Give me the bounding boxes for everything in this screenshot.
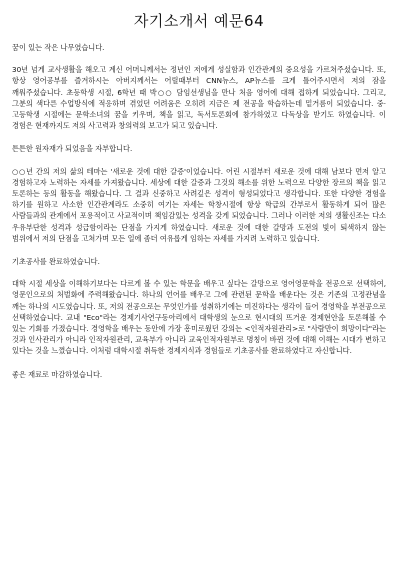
body-paragraph-2: ○○년 간의 저의 삶의 테마는 '새로운 것에 대한 갈증'이었습니다. 어린 시절부터 새로운 것에 대해 남보다 먼저 알고 경험하고자 노력하는 자세를 가져왔습니다. 세상에 대한 갈증과 그것의 해소를 위한 노력으로 다양한 장르의 책을 읽고 토론하는 등의 활동을 해왔습니다. 그 결과 신중하고 사려깊은 성격이 형성되었다고 생각합니다. 또한 다양한 경험을 하기를 원하고 사소한 인간관계라도 소중히 여기는 자세는 학창시절에 항상 학급의 간부로서 활동하게 되어 많은 사람들과의 관계에서 포용적이고 사교적이며 책임감있는 성격을 갖게 되었습니다. 그러나 이러한 저의 생활신조는 다소 우유부단한 성격과 성급함이라는 단점을 가지게 하였습니다. 새로운 것에 대한 갈망과 도전의 빛이 퇴색하지 않는 범위에서 저의 단점을 고쳐가며 모든 일에 좀더 여유롭게 임하는 자세를 가지려 노력하고 있습니다. bbox=[12, 166, 386, 243]
document-title: 자기소개서 예문64 bbox=[133, 12, 265, 30]
section-heading-3: 기초공사를 완료하였습니다. bbox=[12, 257, 100, 267]
section-heading-2: 튼튼한 원자재가 되었음을 자부합니다. bbox=[12, 144, 133, 154]
body-paragraph-3: 대학 시절 세상을 이해하기보다는 다르게 볼 수 있는 학문을 배우고 싶다는 갈망으로 영어영문학을 전공으로 선택하여, 영문인으로의 처벌화에 주력해왔습니다. 하나의 언어를 배우고 그에 관련된 문학을 배운다는 것은 기존의 고정관념을 깨는 하나의 시도였습니다. 또, 저의 전공으로는 무엇인가를 성취하기에는 미진하다는 생각이 들어 경영학을 부전공으로 선택하였습니다. 교내 "Eco"라는 경제기사연구동아리에서 대학생의 눈으로 현시대의 뜨거운 경제현안을 토론해볼 수 있는 기회를 가졌습니다. 경영학을 배우는 동안에 가장 흥미로웠던 강의는 <인적자원관리>로 "사람만이 희망이다"라는 것과 인사관리가 아니라 인적자원관리, 교육부가 아니라 교육인적자원부로 명칭이 바뀐 것에 대해 이해는 시대가 변하고 있다는 것을 느꼈습니다. 이처럼 대학시절 취득한 경제지식과 경험들로 기초공사를 완료하였다고 자신합니다. bbox=[12, 279, 386, 356]
section-heading-1: 꿈이 있는 작은 나무였습니다. bbox=[12, 43, 105, 52]
body-paragraph-1: 30년 넘게 교사생활을 해오고 계신 어머니께서는 정년인 저에게 성실함과 인간관계의 중요성을 가르쳐주셨습니다. 또, 항상 영어공부를 즐겨하시는 아버지께서는 어릴때부터 CNN뉴스, AP뉴스를 크게 틀어주시면서 저의 잠을 깨워주셨습니다. 초등학생 시절, 6학년 때 박○○ 담임선생님을 만나 처음 영어에 대해 접하게 되었습니다. 그리고, 그분의 색다른 수업방식에 적응하며 겪었던 어려움은 오히려 지금은 제 전공을 학습하는데 밑거름이 되었습니다. 중·고등학생 시절에는 문학소녀의 꿈을 키우며, 책을 읽고, 독서토론회에 참가하였고 다독상을 받기도 하였습니다. 이 경험은 현재까지도 저의 사고력과 창의력의 보고가 되고 있습니다. bbox=[12, 65, 386, 131]
section-heading-4: 좋은 재료로 마감하였습니다. bbox=[12, 369, 103, 379]
